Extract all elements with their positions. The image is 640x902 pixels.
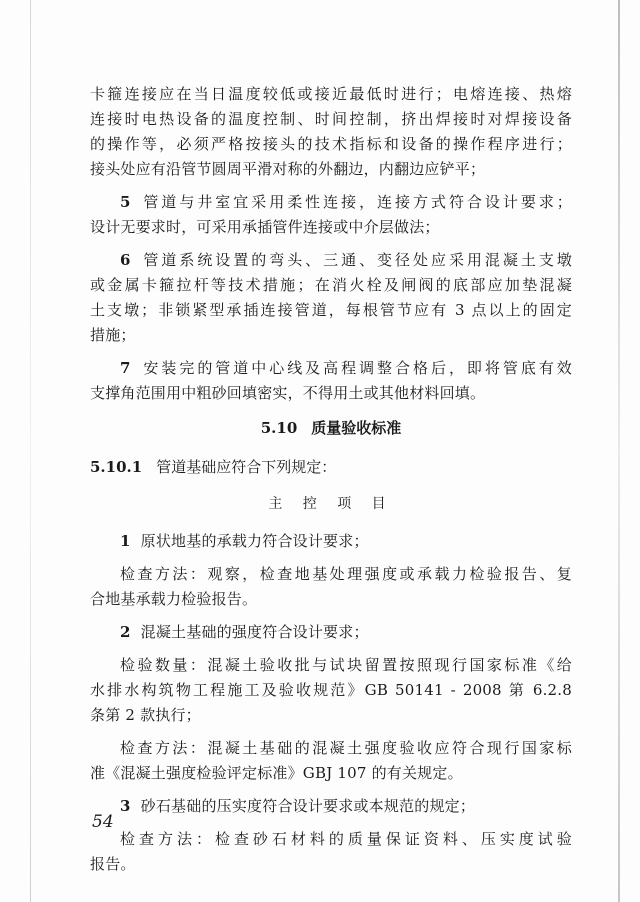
text-line bbox=[90, 794, 572, 819]
item-number: 2 bbox=[120, 623, 131, 641]
text-line: 水排水构筑物工程施工及验收规范》GB 50141 - 2008 第 6.2.8 bbox=[90, 681, 572, 699]
item-text: 管道与井室宜采用柔性连接，连接方式符合设计要求； bbox=[140, 193, 572, 211]
paragraph-item-5 bbox=[90, 190, 572, 240]
clause-text: 管道基础应符合下列规定： bbox=[156, 458, 337, 476]
text-line bbox=[90, 190, 572, 215]
text-line: 检查方法：检查砂石材料的质量保证资料、压实度试验 bbox=[120, 830, 572, 848]
scan-edge-right bbox=[618, 0, 620, 902]
section-title: 质量验收标准 bbox=[311, 419, 402, 437]
text-line: 检查方法：观察，检查地基处理强度或承载力检验报告、复 bbox=[120, 565, 572, 583]
item-text: 砂石基础的压实度符合设计要求或本规范的规定； bbox=[140, 797, 476, 815]
subheading: 主 控 项 目 bbox=[268, 496, 394, 512]
item-number: 3 bbox=[120, 797, 131, 815]
item-text: 安装完的管道中心线及高程调整合格后，即将管底有效 bbox=[140, 359, 572, 377]
section-heading bbox=[90, 416, 572, 441]
text-line: 设计无要求时，可采用承插管件连接或中介层做法； bbox=[90, 218, 440, 236]
text-line bbox=[90, 620, 572, 645]
text-line: 合地基承载力检验报告。 bbox=[90, 590, 258, 608]
item-text: 管道系统设置的弯头、三通、变径处应采用混凝土支墩 bbox=[140, 251, 572, 269]
scan-edge-left bbox=[30, 0, 31, 902]
paragraph-item-6 bbox=[90, 248, 572, 348]
page-content bbox=[90, 82, 572, 877]
paragraph-check-quantity bbox=[90, 653, 572, 728]
text-line: 连接时电热设备的温度控制、时间控制，挤出焊接时对焊接设备 bbox=[90, 110, 572, 128]
clause-number: 5.10.1 bbox=[90, 458, 143, 476]
text-line: 措施； bbox=[90, 326, 136, 344]
text-line: 接头处应有沿管节圆周平滑对称的外翻边，内翻边应铲平； bbox=[90, 160, 486, 178]
text-line: 或金属卡箍拉杆等技术措施；在消火栓及闸阀的底部应加垫混凝 bbox=[90, 276, 572, 294]
text-line: 条第 2 款执行； bbox=[90, 706, 201, 724]
text-line bbox=[90, 248, 572, 273]
text-line bbox=[90, 356, 572, 381]
page-number: 54 bbox=[92, 812, 114, 832]
paragraph-check-method bbox=[90, 827, 572, 877]
text-line: 卡箍连接应在当日温度较低或接近最低时进行；电熔连接、热熔 bbox=[90, 85, 572, 103]
clause-line bbox=[90, 455, 572, 480]
text-line: 报告。 bbox=[90, 855, 136, 873]
paragraph-check-method bbox=[90, 562, 572, 612]
paragraph-continuation bbox=[90, 82, 572, 182]
section-number: 5.10 bbox=[260, 419, 298, 437]
text-line: 准《混凝土强度检验评定标准》GBJ 107 的有关规定。 bbox=[90, 764, 463, 782]
text-line: 土支墩；非锁紧型承插连接管道，每根管节应有 3 点以上的固定 bbox=[90, 301, 572, 319]
item-number: 6 bbox=[120, 251, 131, 269]
text-line: 检查方法：混凝土基础的混凝土强度验收应符合现行国家标 bbox=[120, 739, 572, 757]
text-line: 的操作等，必须严格按接头的技术指标和设备的操作程序进行； bbox=[90, 135, 572, 153]
item-text: 原状地基的承载力符合设计要求； bbox=[140, 532, 369, 550]
paragraph-check-method bbox=[90, 736, 572, 786]
item-text: 混凝土基础的强度符合设计要求； bbox=[140, 623, 369, 641]
paragraph-item-7 bbox=[90, 356, 572, 406]
item-number: 1 bbox=[120, 532, 131, 550]
text-line: 支撑角范围用中粗砂回填密实，不得用土或其他材料回填。 bbox=[90, 384, 486, 402]
text-line: 检验数量：混凝土验收批与试块留置按照现行国家标准《给 bbox=[120, 656, 572, 674]
text-line bbox=[90, 529, 572, 554]
item-number: 5 bbox=[120, 193, 131, 211]
item-number: 7 bbox=[120, 359, 131, 377]
